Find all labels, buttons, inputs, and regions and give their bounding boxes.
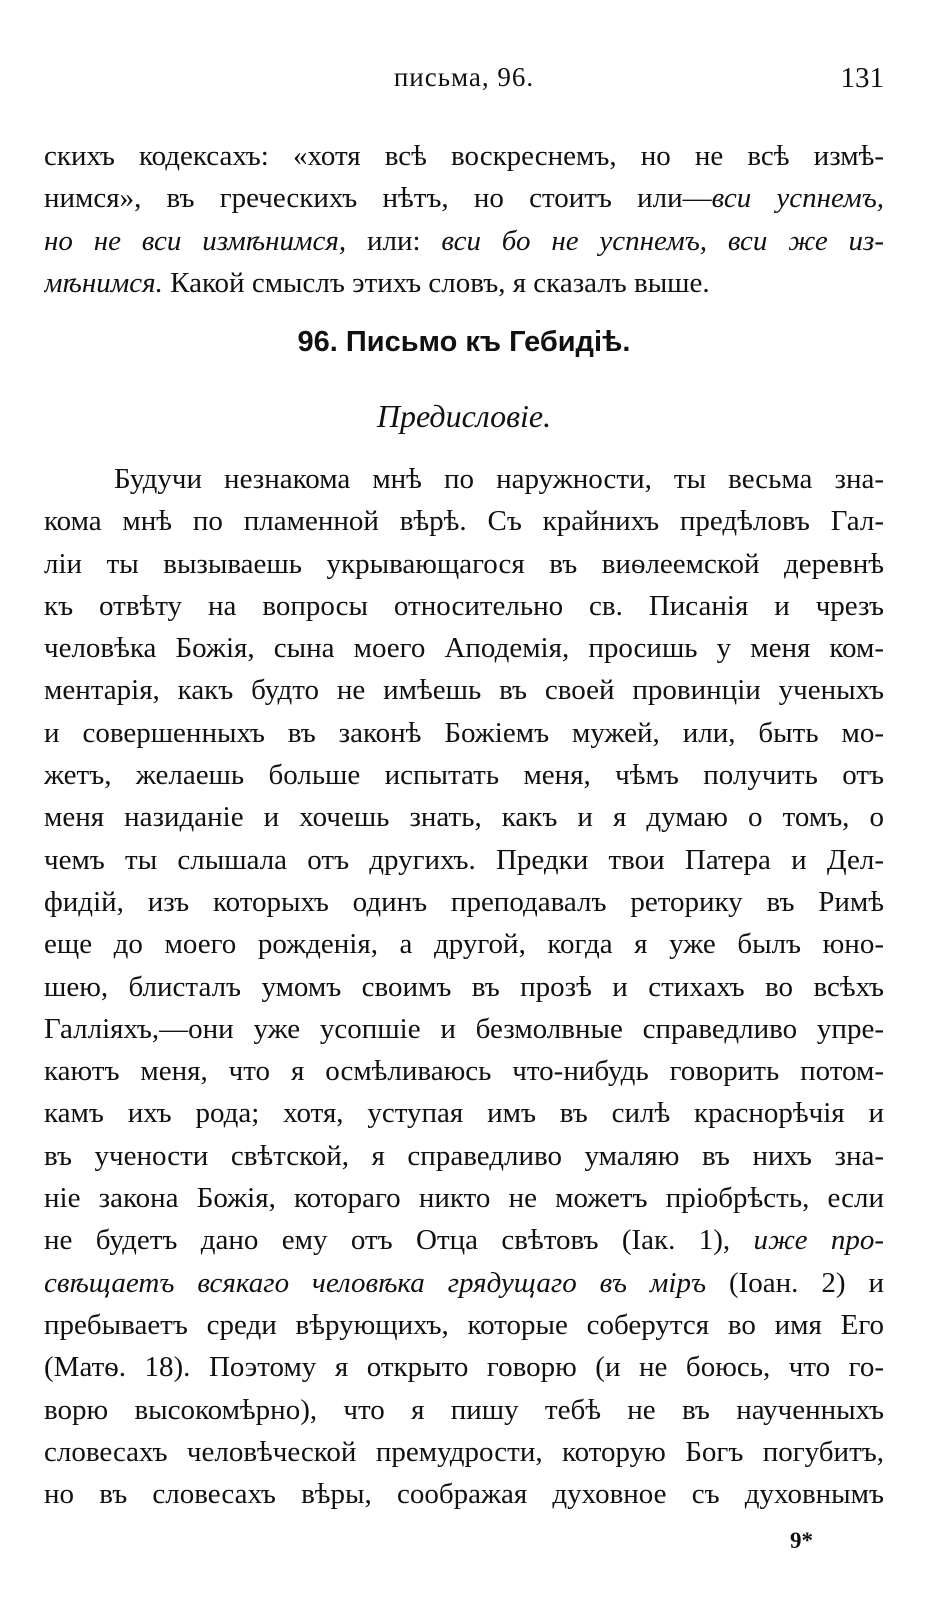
text-line xyxy=(44,1050,884,1092)
letter-heading: 96. Письмо къ Гебидiѣ. xyxy=(297,326,631,358)
text-segment: въ учености свѣтской, я справедливо умаляю въ нихъ зна- xyxy=(44,1139,884,1172)
text-line xyxy=(44,1008,884,1050)
text-line xyxy=(44,1304,884,1346)
text-line xyxy=(44,1389,884,1431)
text-segment: человѣка Божiя, сына моего Аподемiя, просишь у меня ком- xyxy=(44,632,884,665)
text-segment: скихъ кодексахъ: «хотя всѣ воскреснемъ, но не всѣ измѣ- xyxy=(44,140,884,172)
text-line xyxy=(44,1135,884,1177)
text-segment: (Матѳ. 18). Поэтому я открыто говорю (и не боюсь, что го- xyxy=(44,1351,884,1384)
text-segment: Будучи незнакома мнѣ по наружности, ты весьма зна- xyxy=(114,463,884,495)
text-segment: Какой смыслъ этихъ словъ, я сказалъ выше. xyxy=(162,266,710,299)
text-segment: (Iоан. 2) и xyxy=(706,1266,884,1299)
text-line xyxy=(44,1092,884,1134)
text-line xyxy=(44,966,884,1008)
text-segment: шею, блисталъ умомъ своимъ въ прозѣ и стихахъ во всѣхъ xyxy=(44,970,884,1003)
text-line xyxy=(44,1177,884,1219)
text-line xyxy=(44,1219,884,1261)
text-line xyxy=(44,923,884,965)
text-segment: каютъ меня, что я осмѣливаюсь что-нибудь говорить потом- xyxy=(44,1055,884,1088)
text-segment: лiи ты вызываешь укрывающагося въ виѳлеемской деревнѣ xyxy=(44,547,884,580)
text-line xyxy=(44,881,884,923)
signature-mark: 9* xyxy=(790,1528,813,1553)
text-segment: чемъ ты слышала отъ другихъ. Предки твои Патера и Дел- xyxy=(44,843,884,876)
text-segment: еще до моего рожденiя, а другой, когда я уже былъ юно- xyxy=(44,928,884,961)
text-segment: нимся», въ греческихъ нѣтъ, но стоитъ или— xyxy=(44,182,712,215)
text-line xyxy=(44,177,884,219)
text-line xyxy=(44,839,884,881)
text-segment: или: xyxy=(346,224,442,257)
text-line xyxy=(44,669,884,711)
text-line xyxy=(44,500,884,542)
text-segment: камъ ихъ рода; хотя, уступая имъ въ силѣ краснорѣчiя и xyxy=(44,1097,884,1130)
italic-text: вси успнемъ, xyxy=(711,182,884,215)
text-segment: словесахъ человѣческой премудрости, которую Богъ погубитъ, xyxy=(44,1435,884,1468)
text-line xyxy=(44,1346,884,1388)
text-line xyxy=(44,712,884,754)
italic-text: вси бо не успнемъ, вси же из- xyxy=(441,224,884,257)
text-line xyxy=(44,1262,884,1304)
text-segment: кома мнѣ по пламенной вѣрѣ. Съ крайнихъ предѣловъ Гал- xyxy=(44,505,884,538)
text-line xyxy=(44,1431,884,1473)
text-segment: не будетъ дано ему отъ Отца свѣтовъ (Iак. 1), xyxy=(44,1224,754,1257)
page-number: 131 xyxy=(840,62,884,94)
text-segment: но въ словесахъ вѣры, соображая духовное съ духовнымъ xyxy=(44,1478,884,1511)
text-line xyxy=(44,754,884,796)
text-line xyxy=(44,543,884,585)
text-segment: ментарiя, какъ будто не имѣешь въ своей провинцiи ученыхъ xyxy=(44,674,884,707)
text-segment: меня назиданiе и хочешь знать, какъ и я думаю о томъ, о xyxy=(44,801,884,834)
text-segment: пребываетъ среди вѣрующихъ, которые соберутся во имя Его xyxy=(44,1308,884,1341)
body-paragraph xyxy=(44,458,884,1515)
text-line xyxy=(44,1473,884,1515)
text-segment: и совершенныхъ въ законѣ Божiемъ мужей, или, быть мо- xyxy=(44,716,884,749)
text-line xyxy=(44,796,884,838)
text-segment: жетъ, желаешь больше испытать меня, чѣмъ получить отъ xyxy=(44,759,884,792)
text-line xyxy=(44,135,884,177)
text-segment: къ отвѣту на вопросы относительно св. Писанiя и чрезъ xyxy=(44,589,884,622)
text-line xyxy=(44,220,884,262)
italic-text: иже про- xyxy=(753,1224,884,1257)
text-line xyxy=(44,262,884,304)
section-heading: Предисловiе. xyxy=(376,398,552,434)
text-line xyxy=(44,458,884,500)
italic-text: свѣщаетъ всякаго человѣка грядущаго въ мiръ xyxy=(44,1266,707,1299)
continued-paragraph xyxy=(44,135,884,304)
italic-text: мѣнимся. xyxy=(44,266,163,299)
italic-text: но не вси измѣнимся, xyxy=(44,224,347,257)
text-segment: Галлiяхъ,—они уже усопшiе и безмолвные справедливо упре- xyxy=(44,1012,884,1045)
running-title: письма, 96. xyxy=(393,62,535,92)
text-line xyxy=(44,627,884,669)
running-head xyxy=(44,62,884,102)
text-segment: нiе закона Божiя, котораго никто не можетъ прiобрѣсть, если xyxy=(44,1182,884,1215)
text-segment: ворю высокомѣрно), что я пишу тебѣ не въ наученныхъ xyxy=(44,1393,884,1426)
text-segment: фидiй, изъ которыхъ одинъ преподавалъ реторику въ Римѣ xyxy=(44,885,884,918)
text-line xyxy=(44,585,884,627)
